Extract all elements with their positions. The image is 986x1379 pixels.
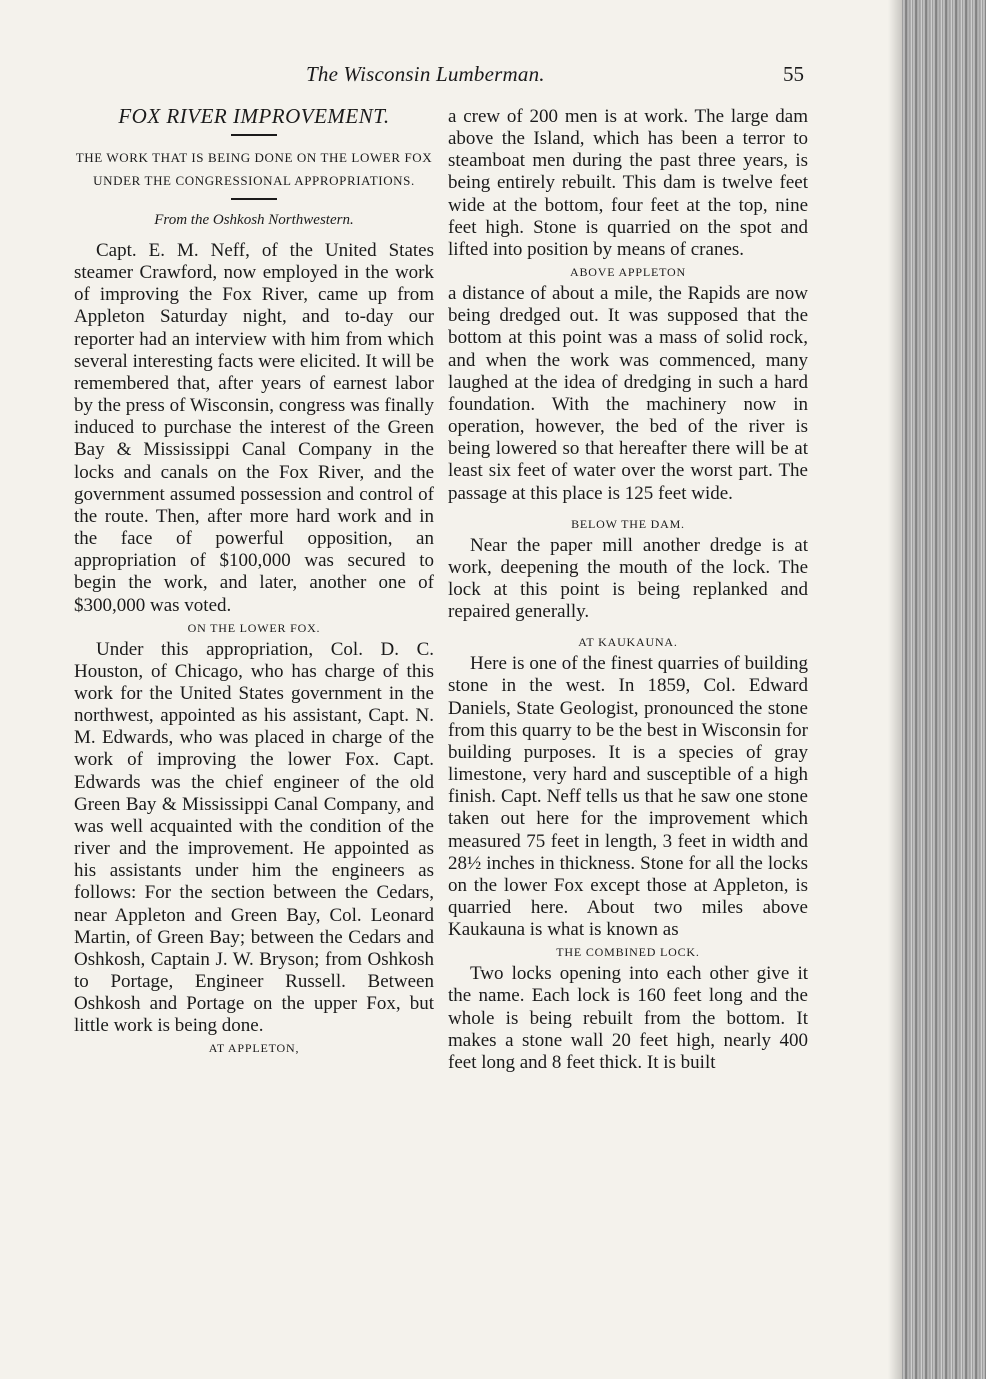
paragraph-4: a distance of about a mile, the Rapids are now being dredged out. It was supposed that the bottom at this point was a mass of solid rock, and when the work was commenced, many laughed at the idea of dredging in such a hard foundation. With the machinery now in operation, however, the bed of the river is being lowered so that hereafter there will be at least six feet of water over the worst part. The passage at this place is 125 feet wide. xyxy=(448,283,808,504)
paragraph-5: Near the paper mill another dredge is at work, deepening the mouth of the lock. The lock at this point is being replanked and repaired generally. xyxy=(448,534,808,623)
book-spine xyxy=(902,0,986,1379)
paragraph-3: a crew of 200 men is at work. The large dam above the Island, which has been a terror to steamboat men during the past three years, is being entirely rebuilt. This dam is twelve feet wide at the bottom, four feet at the top, nine feet high. Stone is quarried on the spot and lifted into position by means of cranes. xyxy=(448,106,808,260)
paragraph-7: Two locks opening into each other give it the name. Each lock is 160 feet long and the whole is being rebuilt from the bottom. It makes a stone wall 20 feet high, nearly 400 feet long and 8 feet thick. It is built xyxy=(448,963,808,1073)
publication-title: The Wisconsin Lumberman. xyxy=(306,62,545,86)
deck-rule xyxy=(231,198,277,200)
subhead-lower-fox: ON THE LOWER FOX. xyxy=(187,620,321,635)
paragraph-1: Capt. E. M. Neff, of the United States steamer Crawford, now employed in the work of improving the Fox River, came up from Appleton Saturday night, and to-day our reporter had an interview with him from which several interesting facts were elicited. It will be remembered that, after years of earnest labor by the press of Wisconsin, congress was finally induced to purchase the interest of the Green Bay & Mississippi Canal Company in the locks and canals on the Fox River, and the government assumed possession and control of the route. Then, after more hard work and in the face of powerful opposition, an appropriation of $100,000 was secured to begin the work, and later, another one of $300,000 was voted. xyxy=(74,240,434,616)
subhead-at-appleton: AT APPLETON, xyxy=(208,1041,300,1056)
page-gutter-shadow xyxy=(888,0,902,1379)
subhead-combined-lock: THE COMBINED LOCK. xyxy=(556,945,700,960)
subhead-above-appleton: ABOVE APPLETON xyxy=(570,265,686,280)
article-source: From the Oshkosh Northwestern. xyxy=(154,212,354,228)
subhead-at-kaukauna: AT KAUKAUNA. xyxy=(578,635,678,650)
headline-rule xyxy=(231,134,277,136)
left-column xyxy=(74,104,434,1059)
page-number: 55 xyxy=(783,62,804,86)
right-column xyxy=(448,106,808,1074)
subhead-below-dam: BELOW THE DAM. xyxy=(571,516,685,531)
paragraph-6: Here is one of the finest quarries of building stone in the west. In 1859, Col. Edward Daniels, State Geologist, pronounced the stone from this quarry to be the best in Wisconsin for building purposes. It is a species of gray limestone, very hard and susceptible of a high finish. Capt. Neff tells us that he saw one stone taken out here for the improvement which measured 75 feet in length, 3 feet in width and 28½ inches in thickness. Stone for all the locks on the lower Fox except those at Appleton, is quarried here. About two miles above Kaukauna is what is known as xyxy=(448,653,808,941)
article-deck: THE WORK THAT IS BEING DONE ON THE LOWER FOX UNDER THE CONGRESSIONAL APPROPRIATIONS. xyxy=(75,150,433,188)
paragraph-2: Under this appropriation, Col. D. C. Houston, of Chicago, who has charge of this work for the United States government in the northwest, appointed as his assistant, Capt. N. M. Edwards, who was placed in charge of the work of improving the lower Fox. Capt. Edwards was the chief engineer of the old Green Bay & Mississippi Canal Company, and was well acquainted with the condition of the river and the improvement. He appointed as his assistants under him the engineers as follows: For the section between the Cedars, near Appleton and Green Bay, Col. Leonard Martin, of Green Bay; between the Cedars and Oshkosh, Captain J. W. Bryson; from Oshkosh to Portage, Engineer Russell. Between Oshkosh and Portage on the upper Fox, but little work is being done. xyxy=(74,638,434,1037)
running-head xyxy=(300,62,810,88)
article-headline: FOX RIVER IMPROVEMENT. xyxy=(118,104,390,128)
